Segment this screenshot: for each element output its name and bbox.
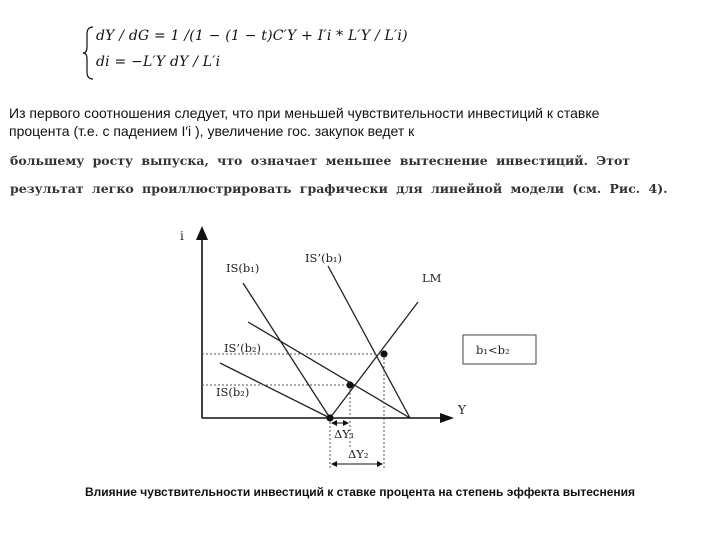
delta-y1-label: ΔY₁: [334, 427, 355, 441]
x-axis-label: Y: [458, 403, 466, 417]
paragraph-2-line-1: большему росту выпуска, что означает меньшее вытеснение инвестиций. Этот: [10, 153, 631, 168]
y-axis-arrow-icon: [196, 226, 208, 240]
x-axis-arrow-icon: [440, 413, 454, 423]
figure-caption: Влияние чувствительности инвестиций к ставке процента на степень эффекта вытеснения: [85, 485, 635, 499]
label-is-prime-b2: IS’(b₂): [224, 341, 262, 355]
equilibrium-point-b1: [380, 350, 387, 357]
label-lm: LM: [422, 271, 442, 285]
y-axis-label: i: [180, 229, 184, 243]
delta-y2-arrowhead-left-icon: [331, 461, 337, 467]
curve-is-prime-b1: [328, 266, 410, 418]
formula-line-1: dY / dG = 1 /(1 − (1 − t)C′Y + I′i * L′Y / L′i): [96, 28, 408, 44]
paragraph-2-line-2: результат легко проиллюстрировать графически для линейной модели (см. Рис. 4).: [10, 181, 668, 196]
curve-lm: [330, 302, 418, 418]
formula-line-2: di = −L′Y dY / L′i: [96, 54, 221, 70]
legend-text: b₁<b₂: [476, 343, 510, 357]
label-is-prime-b1: IS’(b₁): [305, 251, 343, 265]
label-is-b2: IS(b₂): [216, 385, 250, 399]
label-is-b1: IS(b₁): [226, 261, 260, 275]
paragraph-1-line-2: процента (т.е. с падением I′i ), увеличение гос. закупок ведет к: [9, 123, 415, 139]
delta-y2-label: ΔY₂: [348, 447, 369, 461]
delta-y1-arrowhead-right-icon: [343, 420, 349, 426]
equilibrium-point-base: [326, 414, 333, 421]
curve-is-prime-b2: [248, 322, 410, 418]
delta-y2-arrowhead-right-icon: [377, 461, 383, 467]
equilibrium-point-b2: [346, 381, 353, 388]
paragraph-1-line-1: Из первого соотношения следует, что при меньшей чувствительности инвестиций к ставке: [9, 105, 600, 121]
